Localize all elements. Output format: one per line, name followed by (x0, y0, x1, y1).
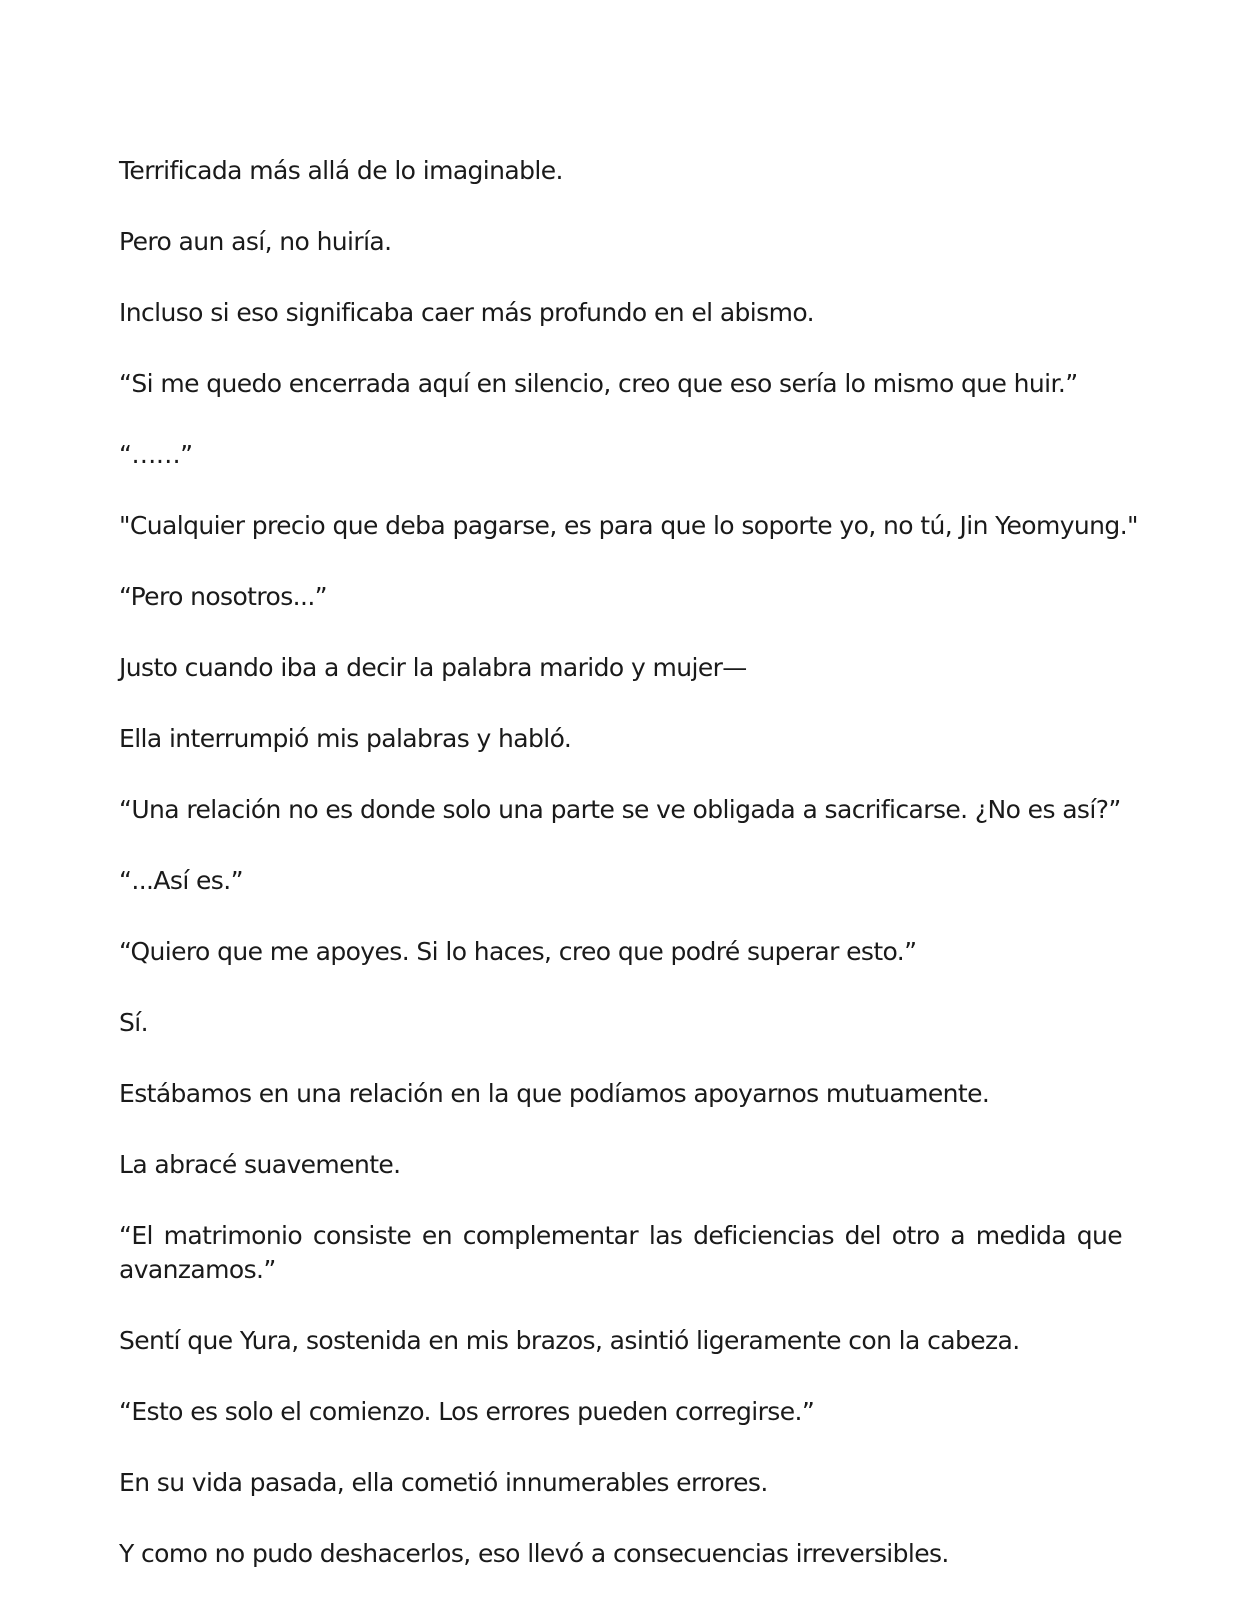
paragraph: En su vida pasada, ella cometió innumerables errores. (119, 1468, 768, 1497)
paragraph: Sentí que Yura, sostenida en mis brazos, asintió ligeramente con la cabeza. (119, 1326, 1020, 1355)
paragraph: "Cualquier precio que deba pagarse, es para que lo soporte yo, no tú, Jin Yeomyung." (119, 511, 1138, 540)
paragraph: “El matrimonio consiste en complementar las deficiencias del otro a medida que avanzamos.” (119, 1221, 1122, 1284)
paragraph: Estábamos en una relación en la que podíamos apoyarnos mutuamente. (119, 1079, 990, 1108)
paragraph: “Pero nosotros...” (119, 582, 328, 611)
paragraph: “Una relación no es donde solo una parte se ve obligada a sacrificarse. ¿No es así?” (119, 795, 1121, 824)
paragraph: Incluso si eso significaba caer más profundo en el abismo. (119, 298, 814, 327)
paragraph: Ella interrumpió mis palabras y habló. (119, 724, 572, 753)
paragraph: Pero aun así, no huiría. (119, 227, 392, 256)
paragraph: Y como no pudo deshacerlos, eso llevó a consecuencias irreversibles. (119, 1539, 949, 1568)
paragraph: “Si me quedo encerrada aquí en silencio, creo que eso sería lo mismo que huir.” (119, 369, 1078, 398)
paragraph: Terrificada más allá de lo imaginable. (119, 156, 563, 185)
paragraph: “……” (119, 440, 193, 469)
document-body (119, 154, 1138, 1608)
paragraph: “Quiero que me apoyes. Si lo haces, creo que podré superar esto.” (119, 937, 917, 966)
paragraph: La abracé suavemente. (119, 1150, 401, 1179)
paragraph: “Esto es solo el comienzo. Los errores pueden corregirse.” (119, 1397, 815, 1426)
paragraph: “...Así es.” (119, 866, 243, 895)
paragraph: Justo cuando iba a decir la palabra marido y mujer— (119, 653, 747, 682)
paragraph: Sí. (119, 1008, 148, 1037)
